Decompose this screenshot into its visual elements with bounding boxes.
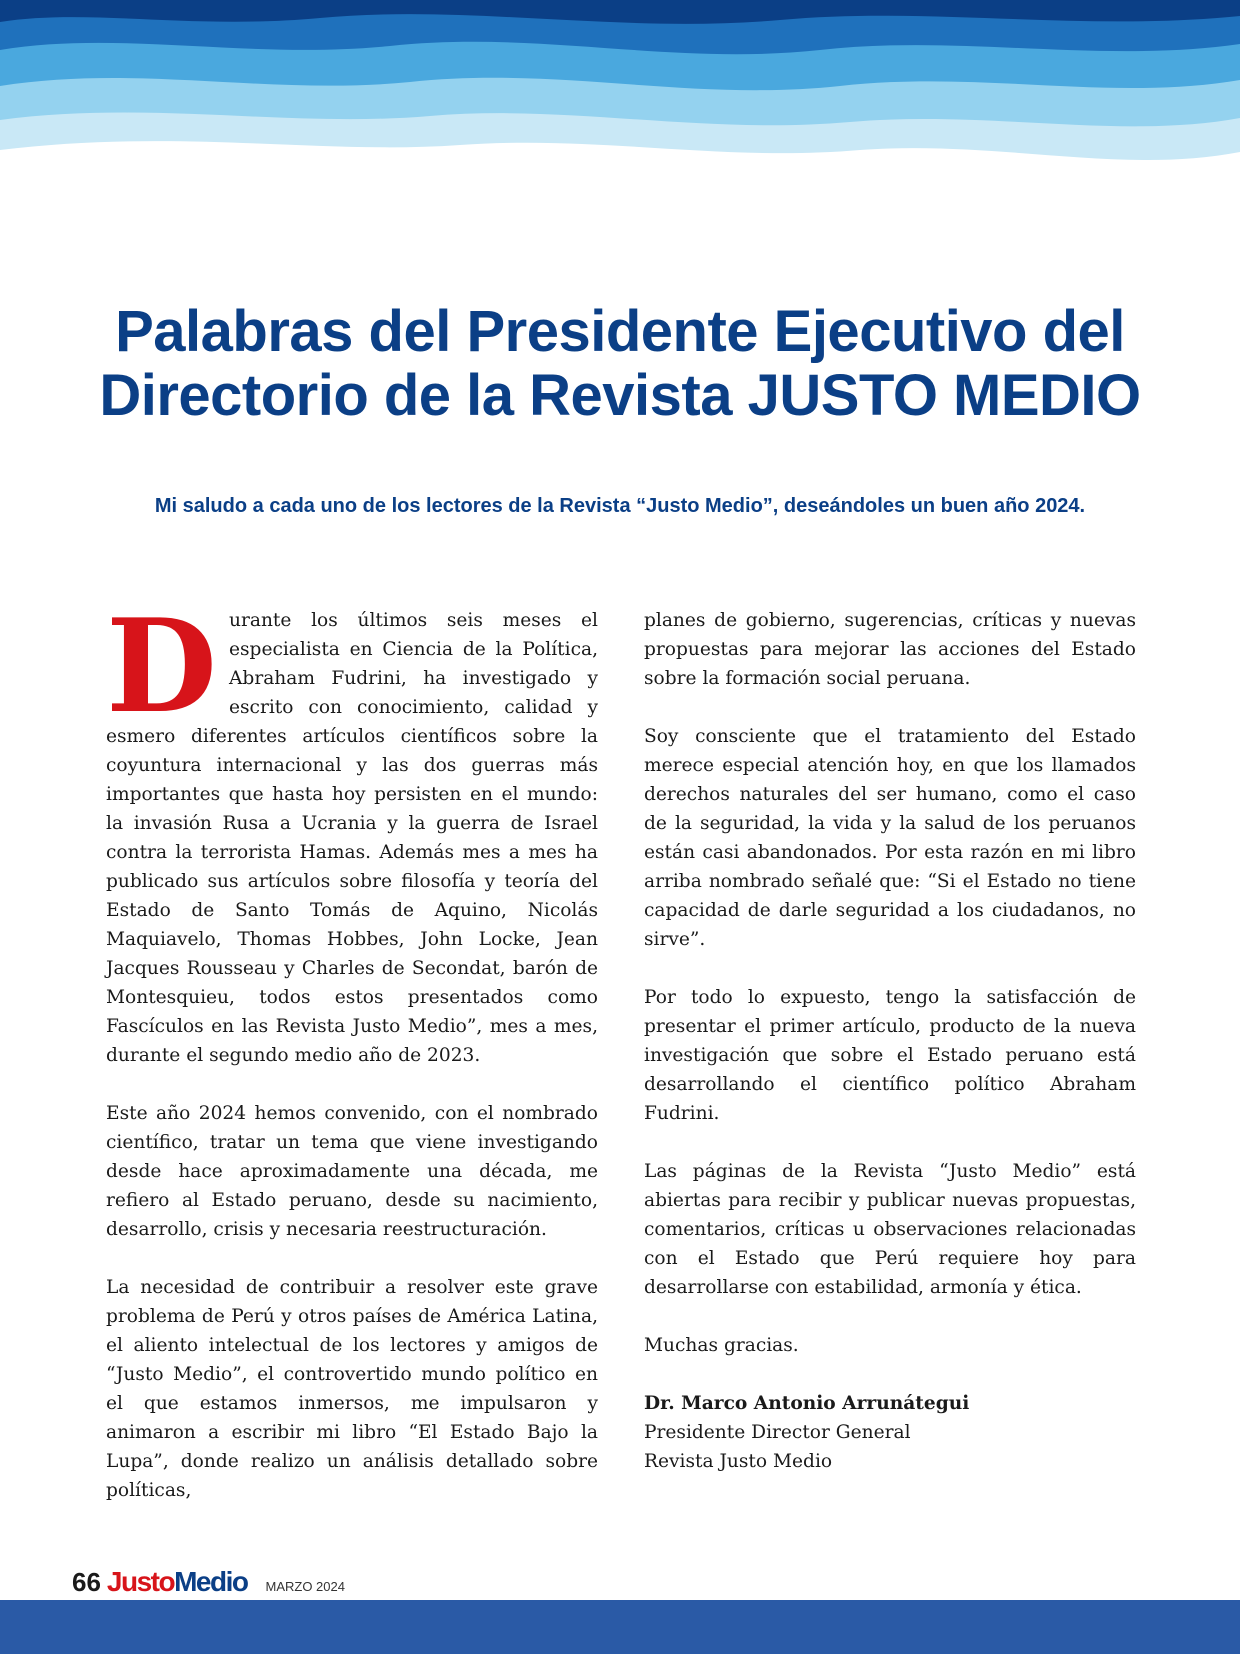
page-title [60,300,1180,428]
title-line-2: Directorio de la Revista JUSTO MEDIO [99,363,1141,428]
page-number: 66 [72,1567,101,1597]
signature-block [644,1389,1136,1476]
page-footer [72,1566,345,1596]
paragraph: Por todo lo expuesto, tengo la satisfacción de presentar el primer artículo, producto de la nueva investigación que sobre el Estado peruano está desarrollando el científico político Abraham Fudrini. [644,987,1136,1124]
paragraph-text: urante los últimos seis meses el especialista en Ciencia de la Política, Abraham Fudrini, ha investigado y escrito con conocimiento, calidad y esmero diferentes artículos científicos sobre la coyuntura internacional y las dos guerras más importantes que hasta hoy persisten en el mundo: la invasión Rusa a Ucrania y la guerra de Israel contra la terrorista Hamas. Además mes a mes ha publicado sus artículos sobre filosofía y teoría del Estado de Santo Tomás de Aquino, Nicolás Maquiavelo, Thomas Hobbes, John Locke, Jean Jacques Rousseau y Charles de Secondat, barón de Montesquieu, todos estos presentados como Fascículos en las Revista Justo Medio”, mes a mes, durante el segundo medio año de 2023. [106,610,598,1066]
signature-name: Dr. Marco Antonio Arrunátegui [644,1393,970,1414]
signature-org: Revista Justo Medio [644,1451,833,1472]
title-line-1: Palabras del Presidente Ejecutivo del [115,299,1125,364]
paragraph: Las páginas de la Revista “Justo Medio” está abiertas para recibir y publicar nuevas propuestas, comentarios, críticas u observaciones relacionadas con el Estado que Perú requiere hoy para desarrollarse con estabilidad, armonía y ética. [644,1161,1136,1298]
paragraph: Este año 2024 hemos convenido, con el nombrado científico, tratar un tema que viene investigando desde hace aproximadamente una década, me refiero al Estado peruano, desde su nacimiento, desarrollo, crisis y necesaria reestructuración. [106,1103,598,1240]
footer-bar [0,1600,1240,1654]
paragraph: La necesidad de contribuir a resolver este grave problema de Perú y otros países de América Latina, el aliento intelectual de los lectores y amigos de “Justo Medio”, el controvertido mundo político en el que estamos inmersos, me impulsaron y animaron a escribir mi libro “El Estado Bajo la Lupa”, donde realizo un análisis detallado sobre políticas, [106,1277,598,1501]
header-waves [0,0,1240,175]
paragraph: Soy consciente que el tratamiento del Estado merece especial atención hoy, en que los llamados derechos naturales del ser humano, como el caso de la seguridad, la vida y la salud de los peruanos están casi abandonados. Por esta razón en mi libro arriba nombrado señalé que: “Si el Estado no tiene capacidad de darle seguridad a los ciudadanos, no sirve”. [644,726,1136,950]
issue-date: MARZO 2024 [265,1579,345,1594]
left-column [106,592,598,1534]
greeting-subtitle: Mi saludo a cada uno de los lectores de la Revista “Justo Medio”, deseándoles un buen año 2024. [154,495,1086,517]
logo-part-1: Justo [106,1566,175,1597]
drop-cap: D [106,592,217,742]
paragraph: planes de gobierno, sugerencias, críticas y nuevas propuestas para mejorar las acciones del Estado sobre la formación social peruana. [644,610,1136,689]
paragraph [106,592,598,1070]
magazine-logo [107,1566,248,1598]
logo-part-2: Medio [174,1566,248,1597]
signature-role: Presidente Director General [644,1422,911,1443]
right-column [644,606,1136,1476]
paragraph: Muchas gracias. [644,1335,799,1356]
